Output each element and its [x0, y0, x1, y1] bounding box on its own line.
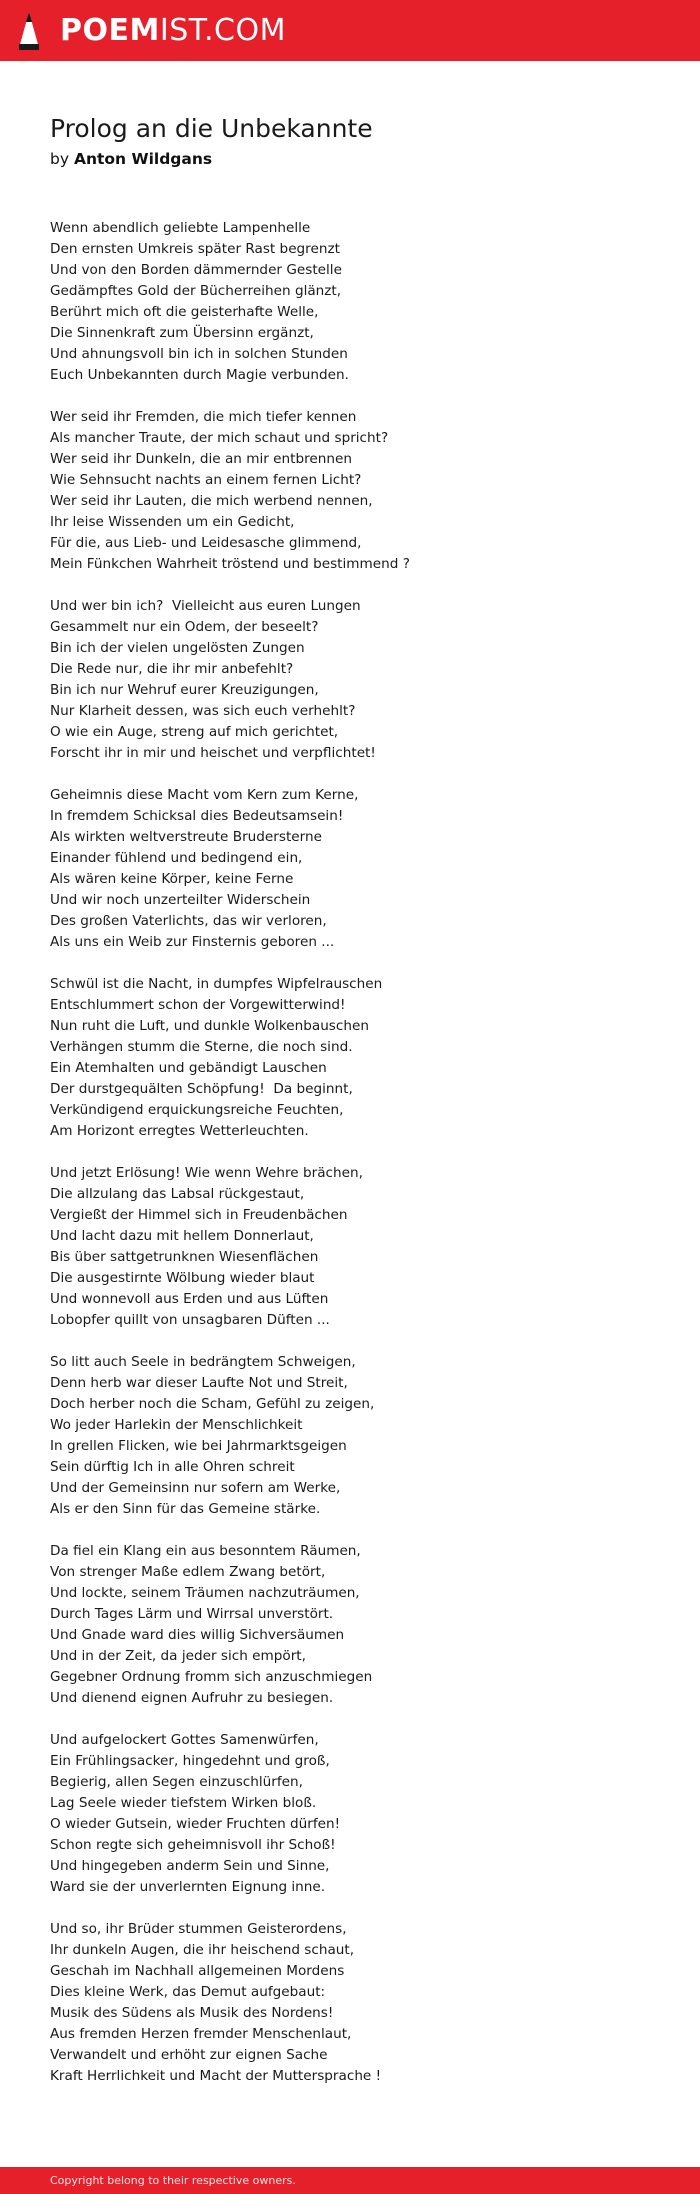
poem-body	[50, 218, 670, 2087]
poem-line: Und so, ihr Brüder stummen Geisterordens,	[50, 1921, 347, 1937]
poem-line: Bin ich der vielen ungelösten Zungen	[50, 640, 305, 656]
poem-line: Die Rede nur, die ihr mir anbefehlt?	[50, 661, 294, 677]
poem-line: Verwandelt und erhöht zur eignen Sache	[50, 2047, 328, 2063]
site-header	[0, 0, 700, 61]
poem-line: Forscht ihr in mir und heischet und verpflichtet!	[50, 745, 376, 761]
poem-line: Als wirkten weltverstreute Brudersterne	[50, 829, 322, 845]
logo-wordmark	[60, 10, 286, 52]
poem-line: Und hingegeben anderm Sein und Sinne,	[50, 1858, 330, 1874]
site-footer	[0, 2167, 700, 2194]
copyright-text: Copyright belong to their respective owners.	[50, 2174, 296, 2187]
poem-stanza	[50, 785, 670, 953]
poem-line: Durch Tages Lärm und Wirrsal unverstört.	[50, 1606, 334, 1622]
poem-line: Lag Seele wieder tiefstem Wirken bloß.	[50, 1795, 317, 1811]
poem-stanza	[50, 1352, 670, 1520]
poem-line: Die allzulang das Labsal rückgestaut,	[50, 1186, 305, 1202]
poem-line: Gegebner Ordnung fromm sich anzuschmiegen	[50, 1669, 373, 1685]
pencil-tip-icon	[17, 10, 41, 52]
poem-line: Denn herb war dieser Laufte Not und Streit,	[50, 1375, 348, 1391]
poem-line: Da fiel ein Klang ein aus besonntem Räumen,	[50, 1543, 361, 1559]
poem-line: O wieder Gutsein, wieder Fruchten dürfen!	[50, 1816, 341, 1832]
poem-line: Als er den Sinn für das Gemeine stärke.	[50, 1501, 321, 1517]
poem-line: Und wer bin ich? Vielleicht aus euren Lungen	[50, 598, 361, 614]
poem-content	[50, 112, 670, 2108]
poem-line: Und aufgelockert Gottes Samenwürfen,	[50, 1732, 319, 1748]
poem-line: Wer seid ihr Dunkeln, die an mir entbrennen	[50, 451, 352, 467]
poem-line: Nun ruht die Luft, und dunkle Wolkenbauschen	[50, 1018, 369, 1034]
poem-line: So litt auch Seele in bedrängtem Schweigen,	[50, 1354, 356, 1370]
poem-line: Sein dürftig Ich in alle Ohren schreit	[50, 1459, 295, 1475]
poem-line: Berührt mich oft die geisterhafte Welle,	[50, 304, 319, 320]
poem-line: Bis über sattgetrunknen Wiesenflächen	[50, 1249, 319, 1265]
poem-stanza	[50, 1541, 670, 1709]
poem-line: Den ernsten Umkreis später Rast begrenzt	[50, 241, 340, 257]
poem-line: Ihr dunkeln Augen, die ihr heischend schaut,	[50, 1942, 355, 1958]
poem-line: Nur Klarheit dessen, was sich euch verhehlt?	[50, 703, 356, 719]
poem-line: Und wir noch unzerteilter Widerschein	[50, 892, 311, 908]
poem-line: Und lockte, seinem Träumen nachzuträumen,	[50, 1585, 360, 1601]
logo-wordmark-strong: POEM	[60, 13, 160, 48]
poem-line: Als mancher Traute, der mich schaut und spricht?	[50, 430, 389, 446]
poem-line: Ein Atemhalten und gebändigt Lauschen	[50, 1060, 327, 1076]
poem-stanza	[50, 596, 670, 764]
poem-line: Wer seid ihr Fremden, die mich tiefer kennen	[50, 409, 357, 425]
poem-title: Prolog an die Unbekannte	[50, 114, 373, 143]
poem-line: O wie ein Auge, streng auf mich gerichtet,	[50, 724, 339, 740]
poem-line: Euch Unbekannten durch Magie verbunden.	[50, 367, 349, 383]
logo-wordmark-light: IST.COM	[159, 13, 286, 48]
poem-stanza	[50, 1163, 670, 1331]
poem-line: Und Gnade ward dies willig Sichversäumen	[50, 1627, 345, 1643]
poem-line: Geheimnis diese Macht vom Kern zum Kerne,	[50, 787, 359, 803]
poem-line: Und dienend eignen Aufruhr zu besiegen.	[50, 1690, 334, 1706]
author-name[interactable]: Anton Wildgans	[73, 150, 213, 168]
site-logo[interactable]	[17, 10, 286, 52]
poem-line: Und von den Borden dämmernder Gestelle	[50, 262, 342, 278]
poem-line: Der durstgequälten Schöpfung! Da beginnt,	[50, 1081, 353, 1097]
poem-line: Lobopfer quillt von unsagbaren Düften ...	[50, 1312, 330, 1328]
poem-line: Geschah im Nachhall allgemeinen Mordens	[50, 1963, 345, 1979]
poem-stanza	[50, 974, 670, 1142]
poem-stanza	[50, 407, 670, 575]
poem-line: Verhängen stumm die Sterne, die noch sind.	[50, 1039, 353, 1055]
poem-line: Von strenger Maße edlem Zwang betört,	[50, 1564, 326, 1580]
poem-line: Kraft Herrlichkeit und Macht der Muttersprache !	[50, 2068, 382, 2084]
poem-line: Ward sie der unverlernten Eignung inne.	[50, 1879, 326, 1895]
byline	[50, 148, 670, 170]
poem-line: Wer seid ihr Lauten, die mich werbend nennen,	[50, 493, 373, 509]
poem-line: Und in der Zeit, da jeder sich empört,	[50, 1648, 306, 1664]
poem-line: Und ahnungsvoll bin ich in solchen Stunden	[50, 346, 348, 362]
poem-line: Dies kleine Werk, das Demut aufgebaut:	[50, 1984, 326, 2000]
poem-line: Und jetzt Erlösung! Wie wenn Wehre brächen,	[50, 1165, 363, 1181]
poem-line: Einander fühlend und bedingend ein,	[50, 850, 303, 866]
poem-line: Vergießt der Himmel sich in Freudenbächen	[50, 1207, 348, 1223]
poem-stanza	[50, 218, 670, 386]
poem-line: Für die, aus Lieb- und Leidesasche glimmend,	[50, 535, 362, 551]
poem-line: Schwül ist die Nacht, in dumpfes Wipfelrauschen	[50, 976, 383, 992]
poem-line: Und wonnevoll aus Erden und aus Lüften	[50, 1291, 329, 1307]
poem-line: Begierig, allen Segen einzuschlürfen,	[50, 1774, 303, 1790]
poem-stanza	[50, 1730, 670, 1898]
by-label: by	[50, 150, 70, 168]
poem-line: Als wären keine Körper, keine Ferne	[50, 871, 294, 887]
poem-line: Und lacht dazu mit hellem Donnerlaut,	[50, 1228, 314, 1244]
poem-line: Schon regte sich geheimnisvoll ihr Schoß!	[50, 1837, 336, 1853]
poem-line: Ihr leise Wissenden um ein Gedicht,	[50, 514, 295, 530]
poem-line: Entschlummert schon der Vorgewitterwind!	[50, 997, 346, 1013]
poem-line: Des großen Vaterlichts, das wir verloren,	[50, 913, 327, 929]
poem-line: In grellen Flicken, wie bei Jahrmarktsgeigen	[50, 1438, 347, 1454]
poem-line: Ein Frühlingsacker, hingedehnt und groß,	[50, 1753, 330, 1769]
poem-line: Und der Gemeinsinn nur sofern am Werke,	[50, 1480, 341, 1496]
poem-line: Die Sinnenkraft zum Übersinn ergänzt,	[50, 325, 314, 341]
poem-line: Musik des Südens als Musik des Nordens!	[50, 2005, 334, 2021]
poem-line: Wie Sehnsucht nachts an einem fernen Licht?	[50, 472, 362, 488]
poem-line: Die ausgestirnte Wölbung wieder blaut	[50, 1270, 315, 1286]
poem-line: Am Horizont erregtes Wetterleuchten.	[50, 1123, 309, 1139]
poem-line: Bin ich nur Wehruf eurer Kreuzigungen,	[50, 682, 319, 698]
poem-line: Als uns ein Weib zur Finsternis geboren ...	[50, 934, 335, 950]
poem-line: Gesammelt nur ein Odem, der beseelt?	[50, 619, 319, 635]
poem-line: In fremdem Schicksal dies Bedeutsamsein!	[50, 808, 344, 824]
poem-line: Wenn abendlich geliebte Lampenhelle	[50, 220, 311, 236]
poem-line: Verkündigend erquickungsreiche Feuchten,	[50, 1102, 344, 1118]
poem-stanza	[50, 1919, 670, 2087]
poem-line: Aus fremden Herzen fremder Menschenlaut,	[50, 2026, 352, 2042]
poem-line: Wo jeder Harlekin der Menschlichkeit	[50, 1417, 303, 1433]
poem-line: Gedämpftes Gold der Bücherreihen glänzt,	[50, 283, 342, 299]
poem-line: Mein Fünkchen Wahrheit tröstend und bestimmend ?	[50, 556, 410, 572]
poem-line: Doch herber noch die Scham, Gefühl zu zeigen,	[50, 1396, 375, 1412]
